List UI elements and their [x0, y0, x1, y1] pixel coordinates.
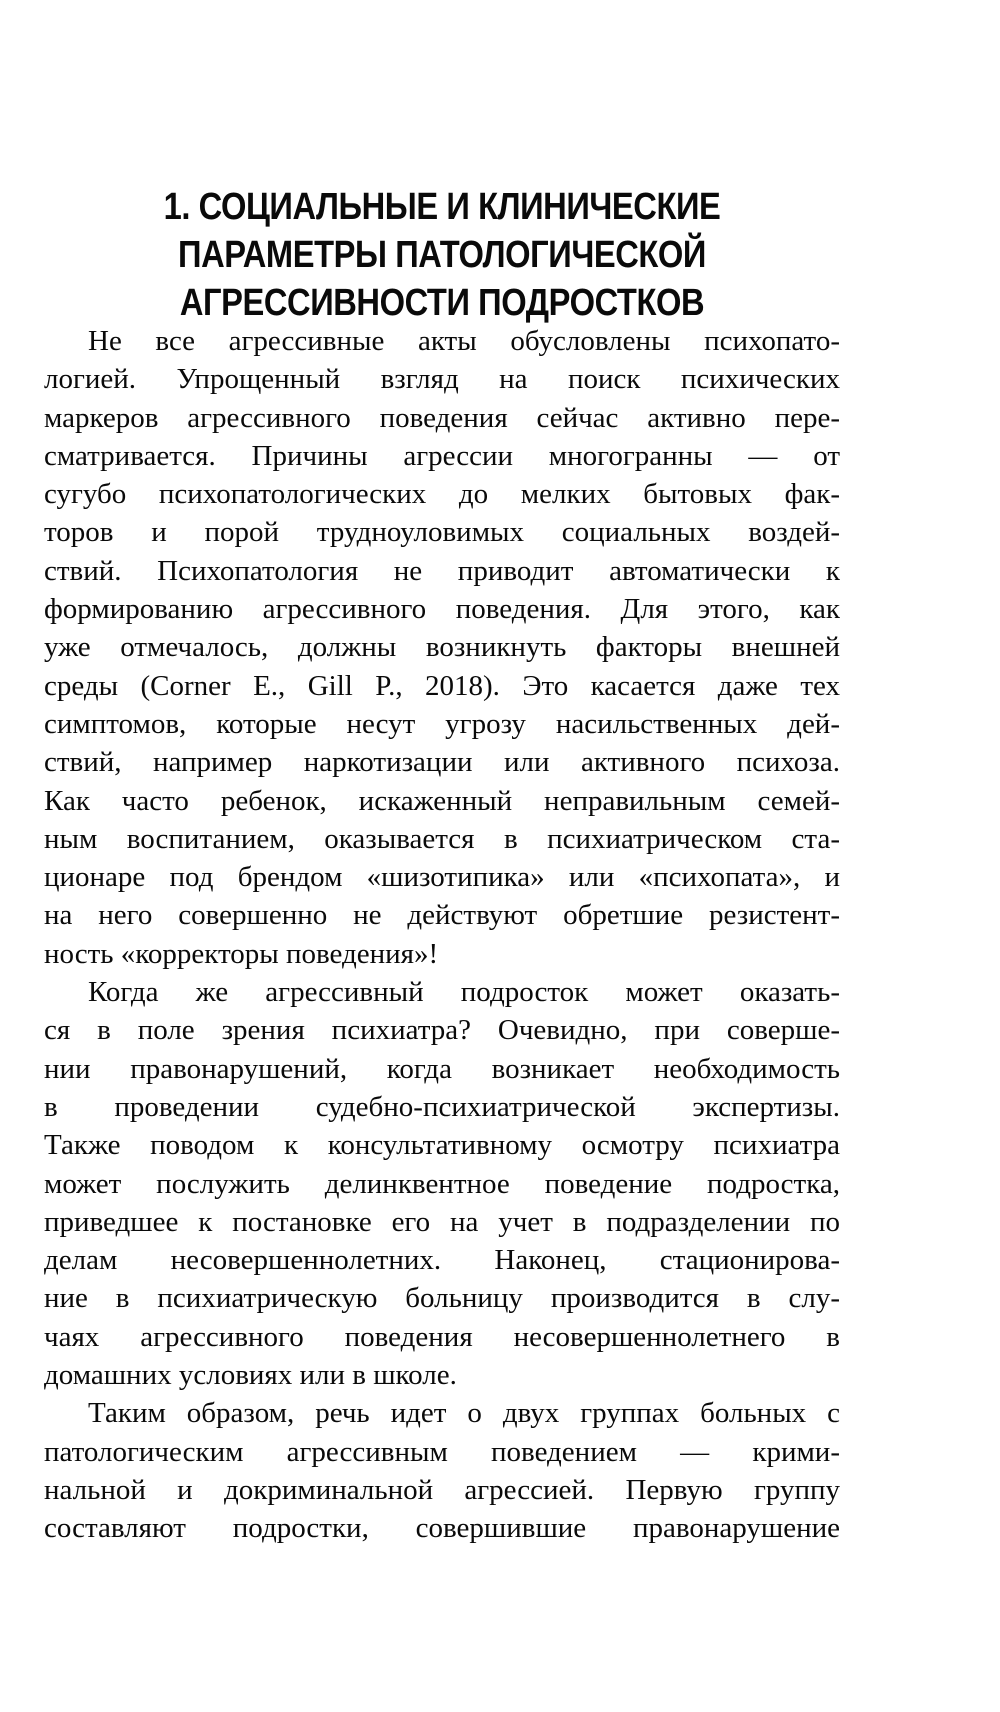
paragraph-2 [44, 973, 840, 1394]
text-line: приведшее к постановке его на учет в подразделении по [44, 1205, 840, 1238]
text-line: Когда же агрессивный подросток может оказать- [88, 976, 840, 1009]
text-line: в проведении судебно-психиатрической экспертизы. [44, 1090, 840, 1123]
body-text [44, 322, 840, 1548]
text-line: ние в психиатрическую больницу производится в слу- [44, 1282, 840, 1315]
text-line: Не все агрессивные акты обусловлены психопато- [88, 325, 840, 357]
text-line: Таким образом, речь идет о двух группах больных с [88, 1397, 840, 1430]
text-line: ствий, например наркотизации или активного психоза. [44, 746, 840, 779]
text-line: уже отмечалось, должны возникнуть факторы внешней [44, 631, 840, 664]
text-line: делам несовершеннолетних. Наконец, стационирова- [44, 1244, 840, 1277]
heading-line: 1. СОЦИАЛЬНЫЕ И КЛИНИЧЕСКИЕ [163, 186, 721, 229]
text-line: сматривается. Причины агрессии многогранны — от [44, 439, 840, 472]
text-line: нальной и докриминальной агрессией. Первую группу [44, 1473, 840, 1506]
text-line: Как часто ребенок, искаженный неправильным семей- [44, 784, 840, 817]
chapter-heading [100, 183, 785, 327]
text-line: ствий. Психопатология не приводит автоматически к [44, 554, 840, 587]
text-line: может послужить делинквентное поведение подростка, [44, 1167, 840, 1200]
text-line: симптомов, которые несут угрозу насильственных дей- [44, 707, 840, 740]
text-line: на него совершенно не действуют обретшие резистент- [44, 899, 840, 932]
text-line: нии правонарушений, когда возникает необходимость [44, 1052, 840, 1085]
text-line: Также поводом к консультативному осмотру психиатра [44, 1129, 840, 1162]
text-line: составляют подростки, совершившие правонарушение [44, 1512, 840, 1545]
text-line: торов и порой трудноуловимых социальных воздей- [44, 516, 840, 549]
text-line: чаях агрессивного поведения несовершеннолетнего в [44, 1320, 840, 1353]
text-line: формированию агрессивного поведения. Для этого, как [44, 593, 840, 626]
text-line: ся в поле зрения психиатра? Очевидно, при соверше- [44, 1014, 840, 1047]
text-line: ным воспитанием, оказывается в психиатрическом ста- [44, 822, 840, 855]
text-line: патологическим агрессивным поведением — крими- [44, 1435, 840, 1468]
paragraph-1 [44, 322, 840, 973]
heading-line: АГРЕССИВНОСТИ ПОДРОСТКОВ [179, 282, 705, 325]
text-line: маркеров агрессивного поведения сейчас активно пере- [44, 401, 840, 434]
text-line: домашних условиях или в школе. [44, 1359, 457, 1392]
book-page [44, 0, 840, 1712]
paragraph-3 [44, 1394, 840, 1547]
heading-line: ПАРАМЕТРЫ ПАТОЛОГИЧЕСКОЙ [178, 234, 706, 277]
text-line: ность «корректоры поведения»! [44, 937, 439, 970]
text-line: логией. Упрощенный взгляд на поиск психических [44, 363, 840, 396]
text-line: сугубо психопатологических до мелких бытовых фак- [44, 478, 840, 511]
text-line: среды (Corner E., Gill P., 2018). Это касается даже тех [44, 669, 840, 702]
text-line: ционаре под брендом «шизотипика» или «психопата», и [44, 861, 840, 894]
